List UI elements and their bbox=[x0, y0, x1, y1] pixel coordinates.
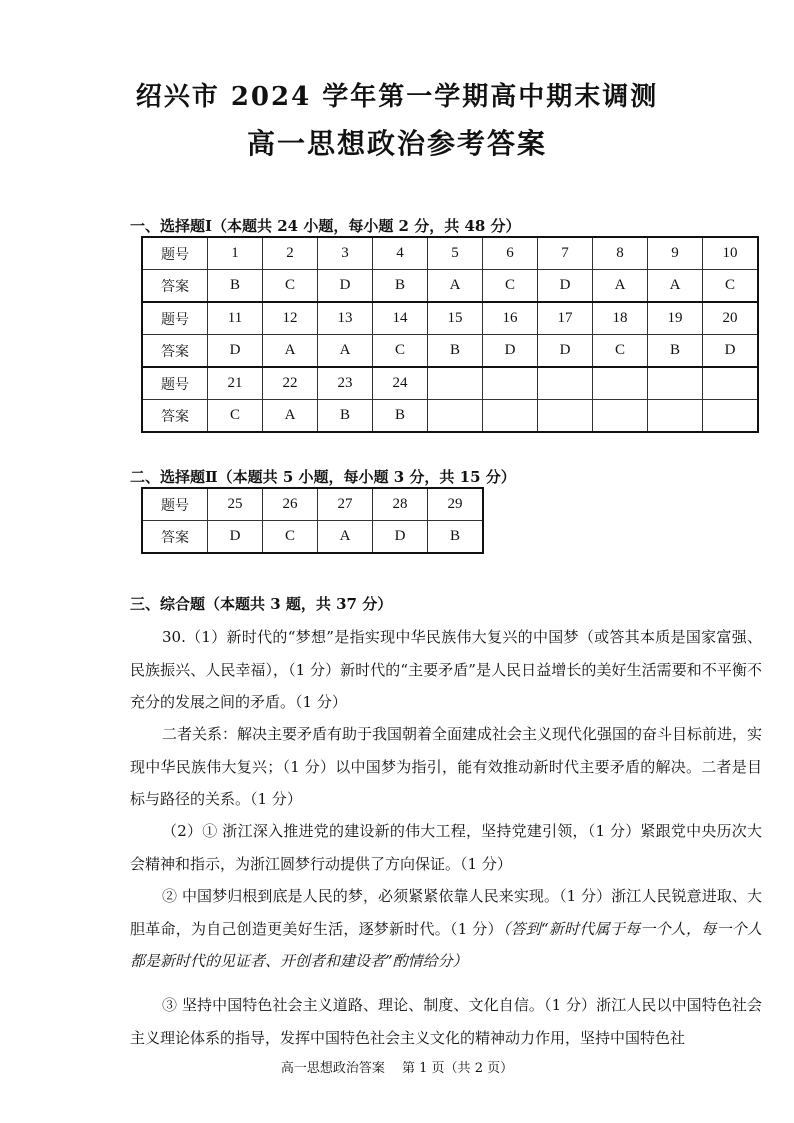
answer-cell bbox=[593, 400, 648, 433]
answer-cell bbox=[483, 400, 538, 433]
answer-cell: C bbox=[703, 270, 759, 303]
question-number-cell bbox=[593, 367, 648, 400]
question-number-cell bbox=[703, 367, 759, 400]
question-number-cell: 12 bbox=[263, 302, 318, 335]
answer-cell: D bbox=[538, 270, 593, 303]
question-number-cell: 15 bbox=[428, 302, 483, 335]
question-number-cell: 1 bbox=[208, 237, 263, 270]
question-number-cell: 17 bbox=[538, 302, 593, 335]
question-number-cell: 10 bbox=[703, 237, 759, 270]
answer-cell: D bbox=[318, 270, 373, 303]
question-number-row bbox=[142, 237, 758, 270]
row-label-question: 题号 bbox=[142, 488, 208, 521]
answer-cell: D bbox=[208, 521, 263, 554]
answer-cell: A bbox=[593, 270, 648, 303]
answer-cell bbox=[648, 400, 703, 433]
row-label-question: 题号 bbox=[142, 237, 208, 270]
question-number-cell: 24 bbox=[373, 367, 428, 400]
answer-cell: D bbox=[208, 335, 263, 368]
question-number-cell bbox=[538, 367, 593, 400]
q30-relation-paragraph: 二者关系：解决主要矛盾有助于我国朝着全面建成社会主义现代化强国的奋斗目标前进，实现中华民族伟大复兴；（1 分）以中国梦为指引，能有效推动新时代主要矛盾的解决。二者是目标与路径的关系。（1 分） bbox=[130, 725, 763, 808]
answer-cell: A bbox=[318, 335, 373, 368]
q30-part2-point1: （2）① 浙江深入推进党的建设新的伟大工程，坚持党建引领，（1 分）紧跟党中央历次大会精神和指示，为浙江圆梦行动提供了方向保证。（1 分） bbox=[130, 822, 762, 873]
question-number-cell: 25 bbox=[208, 488, 263, 521]
question-number-cell: 8 bbox=[593, 237, 648, 270]
answer-row bbox=[142, 270, 758, 303]
answer-key-title: 高一思想政治参考答案 bbox=[246, 127, 547, 160]
answer-cell: B bbox=[373, 400, 428, 433]
question-number-row bbox=[142, 302, 758, 335]
question-number-cell bbox=[648, 367, 703, 400]
q30-part2-point3: ③ 坚持中国特色社会主义道路、理论、制度、文化自信。（1 分）浙江人民以中国特色社会主义理论体系的指导，发挥中国特色社会主义文化的精神动力作用，坚持中国特色社 bbox=[130, 996, 762, 1047]
question-number-cell: 16 bbox=[483, 302, 538, 335]
question-number-cell bbox=[483, 367, 538, 400]
answer-cell: A bbox=[428, 270, 483, 303]
question-number-cell: 20 bbox=[703, 302, 759, 335]
question-number-cell: 11 bbox=[208, 302, 263, 335]
answer-cell bbox=[703, 400, 759, 433]
question-number-cell: 3 bbox=[318, 237, 373, 270]
row-label-question: 题号 bbox=[142, 302, 208, 335]
question-number-cell: 9 bbox=[648, 237, 703, 270]
question-number-cell: 26 bbox=[263, 488, 318, 521]
row-label-answer: 答案 bbox=[142, 335, 208, 368]
answer-cell: A bbox=[318, 521, 373, 554]
answer-cell: B bbox=[208, 270, 263, 303]
question-number-cell: 21 bbox=[208, 367, 263, 400]
row-label-answer: 答案 bbox=[142, 270, 208, 303]
section2-heading: 二、选择题Ⅱ（本题共 5 小题，每小题 3 分，共 15 分） bbox=[130, 468, 516, 486]
answer-cell: A bbox=[263, 400, 318, 433]
answer-cell: D bbox=[538, 335, 593, 368]
question-number-cell: 22 bbox=[263, 367, 318, 400]
answer-cell: D bbox=[703, 335, 759, 368]
answer-cell: A bbox=[263, 335, 318, 368]
question-number-cell: 2 bbox=[263, 237, 318, 270]
answer-cell: C bbox=[483, 270, 538, 303]
section2-answer-table bbox=[141, 487, 484, 554]
page-footer: 高一思想政治答案 第 1 页（共 2 页） bbox=[280, 1061, 514, 1076]
row-label-answer: 答案 bbox=[142, 521, 208, 554]
question-number-cell: 6 bbox=[483, 237, 538, 270]
section1-answer-table bbox=[141, 236, 759, 433]
answer-cell: B bbox=[373, 270, 428, 303]
question-number-cell: 29 bbox=[428, 488, 484, 521]
question-number-cell: 23 bbox=[318, 367, 373, 400]
answer-cell: A bbox=[648, 270, 703, 303]
question-number-cell: 27 bbox=[318, 488, 373, 521]
answer-row bbox=[142, 335, 758, 368]
exam-title: 绍兴市 2024 学年第一学期高中期末调测 bbox=[135, 82, 659, 112]
q30-part1-paragraph: 30.（1）新时代的“梦想”是指实现中华民族伟大复兴的中国梦（或答其本质是国家富强、民族振兴、人民幸福），（1 分）新时代的“主要矛盾”是人民日益增长的美好生活需要和不平衡不充分的发展之间的矛盾。（1 分） bbox=[130, 628, 762, 711]
section1-heading: 一、选择题Ⅰ（本题共 24 小题，每小题 2 分，共 48 分） bbox=[130, 217, 521, 235]
answer-cell: C bbox=[263, 521, 318, 554]
row-label-question: 题号 bbox=[142, 367, 208, 400]
answer-cell: B bbox=[318, 400, 373, 433]
question-number-cell: 4 bbox=[373, 237, 428, 270]
answer-cell: C bbox=[373, 335, 428, 368]
row-label-answer: 答案 bbox=[142, 400, 208, 433]
answer-row bbox=[142, 521, 483, 554]
answer-cell: D bbox=[373, 521, 428, 554]
grading-note: （答到“新时代属于每一个人，每一个人都是新时代的见证者、开创者和建设者”酌情给分） bbox=[130, 919, 762, 970]
question-number-cell bbox=[428, 367, 483, 400]
question-number-cell: 18 bbox=[593, 302, 648, 335]
answer-cell: C bbox=[208, 400, 263, 433]
question-number-row bbox=[142, 367, 758, 400]
answer-cell: B bbox=[428, 335, 483, 368]
answer-cell: D bbox=[483, 335, 538, 368]
answer-cell: C bbox=[593, 335, 648, 368]
answer-cell: C bbox=[263, 270, 318, 303]
answer-cell bbox=[428, 400, 483, 433]
question-number-cell: 19 bbox=[648, 302, 703, 335]
question-number-cell: 13 bbox=[318, 302, 373, 335]
question-number-cell: 14 bbox=[373, 302, 428, 335]
q30-part2-point2 bbox=[130, 880, 762, 978]
question-number-cell: 5 bbox=[428, 237, 483, 270]
q30-part2-point2-text: ② 中国梦归根到底是人民的梦，必须紧紧依靠人民来实现。（1 分）浙江人民锐意进取、大胆革命，为自己创造更美好生活，逐梦新时代。（1 分） bbox=[130, 887, 762, 938]
question-number-row bbox=[142, 488, 483, 521]
question-number-cell: 7 bbox=[538, 237, 593, 270]
answer-cell: B bbox=[648, 335, 703, 368]
question-number-cell: 28 bbox=[373, 488, 428, 521]
answer-cell bbox=[538, 400, 593, 433]
answer-row bbox=[142, 400, 758, 433]
section3-heading: 三、综合题（本题共 3 题，共 37 分） bbox=[130, 595, 393, 613]
answer-cell: B bbox=[428, 521, 484, 554]
